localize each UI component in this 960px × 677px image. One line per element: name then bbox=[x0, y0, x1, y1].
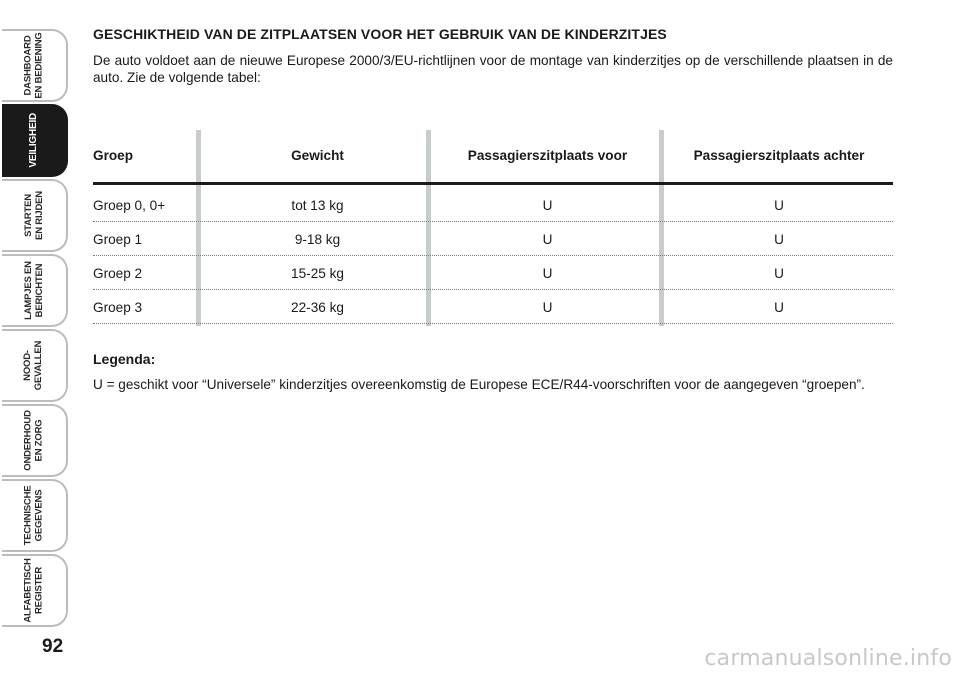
cell-gewicht: 9-18 kg bbox=[294, 232, 341, 247]
cell-groep: Groep 1 bbox=[93, 232, 143, 247]
cell-achter: U bbox=[774, 198, 784, 213]
child-seat-suitability-table bbox=[93, 130, 893, 326]
table-row bbox=[93, 256, 893, 290]
tab-alfabetisch-register[interactable] bbox=[2, 554, 68, 627]
cell-achter: U bbox=[774, 232, 784, 247]
tab-label bbox=[29, 113, 40, 168]
tab-dashboard-en-bediening[interactable] bbox=[2, 29, 68, 102]
cell-voor: U bbox=[542, 300, 553, 315]
tab-label-line: STARTEN bbox=[22, 194, 34, 237]
chapter-tabs bbox=[2, 0, 72, 677]
tab-technische-gegevens[interactable] bbox=[2, 479, 68, 552]
legend-title: Legenda: bbox=[93, 351, 156, 367]
tab-label-line: ALFABETISCH bbox=[22, 558, 34, 623]
legend bbox=[93, 351, 903, 392]
cell-voor: U bbox=[542, 198, 553, 213]
cell-gewicht: 22-36 kg bbox=[291, 300, 344, 315]
tab-label bbox=[23, 191, 44, 240]
tab-label-line: GEVALLEN bbox=[32, 340, 44, 391]
cell-achter: U bbox=[774, 300, 784, 315]
tab-label bbox=[24, 32, 45, 98]
cell-voor: U bbox=[542, 232, 553, 247]
intro-paragraph: De auto voldoet aan de nieuwe Europese 2000/3/EU-richtlijnen voor de montage van kinderzitjes op de verschillende plaatsen in de auto. Zie de volgende tabel: bbox=[93, 53, 893, 85]
header-passagierszitplaats-voor: Passagierszitplaats voor bbox=[467, 148, 628, 163]
cell-achter: U bbox=[774, 266, 784, 281]
tab-lampjes-en-berichten[interactable] bbox=[2, 254, 68, 327]
header-groep: Groep bbox=[93, 148, 134, 163]
tab-label-line: REGISTER bbox=[33, 567, 44, 614]
tab-onderhoud-en-zorg[interactable] bbox=[2, 404, 68, 477]
cell-gewicht: 15-25 kg bbox=[291, 266, 344, 281]
tab-label-line: EN ZORG bbox=[32, 419, 44, 462]
tab-label-line: TECHNISCHE bbox=[22, 485, 34, 546]
table-header bbox=[93, 130, 893, 185]
table-row bbox=[93, 222, 893, 256]
tab-veiligheid[interactable] bbox=[2, 104, 68, 177]
watermark: carmanualsonline.info bbox=[704, 646, 952, 671]
tab-label-line: VEILIGHEID bbox=[27, 113, 39, 168]
table-row bbox=[93, 188, 893, 222]
tab-label-line: ONDERHOUD bbox=[22, 410, 34, 471]
tab-starten-en-rijden[interactable] bbox=[2, 179, 68, 252]
legend-text: U = geschikt voor “Universele” kinderzitjes overeenkomstig de Europese ECE/R44-voorschriften voor de aangegeven “groepen”. bbox=[93, 377, 865, 392]
section-title: GESCHIKTHEID VAN DE ZITPLAATSEN VOOR HET GEBRUIK VAN DE KINDERZITJES bbox=[93, 26, 667, 42]
tab-label-line: DASHBOARD bbox=[22, 35, 34, 96]
cell-gewicht: tot 13 kg bbox=[291, 198, 344, 213]
page-number: 92 bbox=[42, 636, 64, 657]
cell-groep: Groep 2 bbox=[93, 266, 143, 281]
tab-label-line: NOOD- bbox=[22, 350, 34, 381]
tab-label-line: EN BEDIENING bbox=[33, 32, 45, 99]
header-gewicht: Gewicht bbox=[291, 148, 344, 163]
tab-label-line: BERICHTEN bbox=[33, 263, 44, 318]
tab-noodgevallen[interactable] bbox=[2, 329, 68, 402]
section-content bbox=[93, 26, 893, 86]
tab-label bbox=[23, 410, 44, 470]
tab-label-line: LAMPJES EN bbox=[22, 261, 34, 320]
tab-label bbox=[23, 486, 44, 546]
tab-label bbox=[23, 341, 44, 390]
tab-label bbox=[24, 558, 45, 622]
header-passagierszitplaats-achter: Passagierszitplaats achter bbox=[693, 148, 865, 163]
table-row bbox=[93, 290, 893, 324]
tab-label-line: EN RIJDEN bbox=[32, 191, 44, 240]
cell-groep: Groep 0, 0+ bbox=[93, 198, 166, 213]
tab-label-line: GEGEVENS bbox=[32, 489, 44, 542]
tab-label bbox=[24, 261, 45, 320]
cell-voor: U bbox=[542, 266, 553, 281]
cell-groep: Groep 3 bbox=[93, 300, 143, 315]
